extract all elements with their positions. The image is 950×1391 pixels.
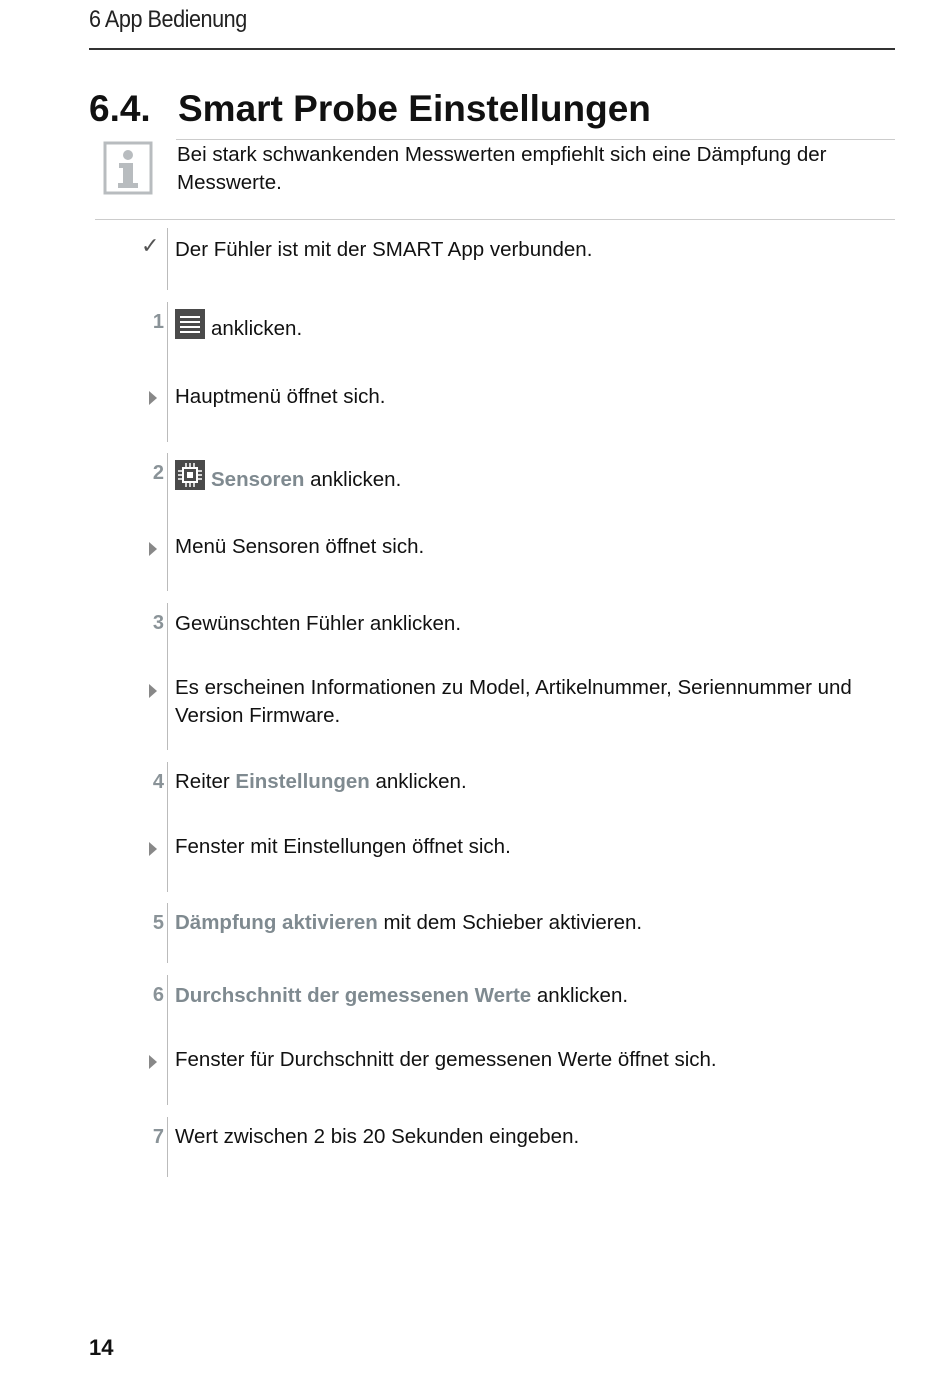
prerequisite-text: Der Fühler ist mit der SMART App verbunden.: [175, 238, 593, 261]
section-title-text: Smart Probe Einstellungen: [178, 88, 651, 129]
step-instruction: mit dem Schieber aktivieren.: [377, 911, 643, 934]
step-result: Fenster für Durchschnitt der gemessenen Werte öffnet sich.: [175, 1048, 717, 1071]
info-icon: [103, 141, 153, 195]
check-icon: ✓: [141, 233, 160, 258]
step-5-text: [175, 909, 895, 937]
result-arrow-icon: [149, 1055, 157, 1069]
step-highlight: Dämpfung aktivieren: [175, 911, 378, 934]
step-bar: [167, 1117, 168, 1177]
info-rule-top: [176, 139, 895, 140]
step-highlight: Einstellungen: [235, 770, 370, 793]
step-result: Fenster mit Einstellungen öffnet sich.: [175, 835, 511, 858]
step-instruction: anklicken.: [531, 984, 629, 1007]
step-result: Hauptmenü öffnet sich.: [175, 385, 386, 408]
result-arrow-icon: [149, 684, 157, 698]
step-bar: [167, 453, 168, 591]
section-title: [89, 88, 651, 130]
step-number: 7: [152, 1126, 164, 1148]
info-rule-bottom: [95, 219, 895, 220]
step-number: 4: [152, 771, 164, 793]
step-highlight: Durchschnitt der gemessenen Werte: [175, 984, 532, 1007]
step-6-text: [175, 982, 895, 1010]
step-bar: [167, 975, 168, 1105]
step-highlight: Sensoren: [211, 468, 305, 491]
step-4-text: [175, 768, 895, 796]
section-number: 6.4.: [89, 88, 151, 129]
step-instruction: anklicken.: [369, 770, 467, 793]
step-result: Menü Sensoren öffnet sich.: [175, 535, 425, 558]
step-2-text: [175, 460, 895, 494]
step-instruction: anklicken.: [211, 317, 303, 340]
info-note-text: Bei stark schwankenden Messwerten empfiehlt sich eine Dämpfung der Messwerte.: [177, 143, 827, 194]
result-arrow-icon: [149, 391, 157, 405]
step-instruction: Gewünschten Fühler anklicken.: [175, 612, 462, 635]
step-number: 5: [152, 912, 164, 934]
step-prefix: Reiter: [175, 770, 236, 793]
step-bar: [167, 603, 168, 750]
step-1-text: [175, 309, 895, 343]
page-number: 14: [89, 1335, 114, 1360]
result-arrow-icon: [149, 542, 157, 556]
step-bar: [167, 228, 168, 290]
step-bar: [167, 302, 168, 442]
step-number: 2: [152, 462, 164, 484]
result-arrow-icon: [149, 842, 157, 856]
sensor-chip-icon: [175, 460, 205, 490]
step-number: 6: [152, 984, 164, 1006]
step-instruction: Wert zwischen 2 bis 20 Sekunden eingeben.: [175, 1125, 580, 1148]
step-bar: [167, 762, 168, 892]
step-number: 3: [152, 612, 164, 634]
step-result: Es erscheinen Informationen zu Model, Artikelnummer, Seriennummer und Version Firmware.: [175, 676, 852, 727]
chapter-header: 6 App Bedienung: [89, 6, 247, 33]
step-number: 1: [152, 311, 164, 333]
step-bar: [167, 903, 168, 963]
header-rule: [89, 48, 895, 50]
step-instruction: anklicken.: [304, 468, 402, 491]
menu-icon: [175, 309, 205, 339]
